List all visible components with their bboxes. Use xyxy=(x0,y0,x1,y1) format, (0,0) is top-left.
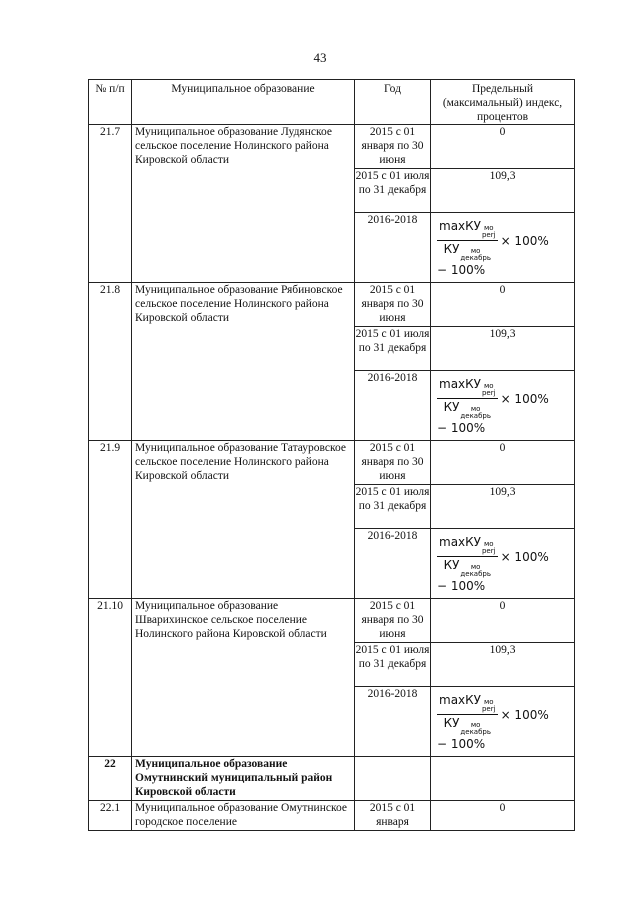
period-cell: 2015 с 01 января xyxy=(355,801,431,831)
row-number: 21.7 xyxy=(89,125,132,283)
index-value-cell xyxy=(431,371,575,441)
municipality-name: Муниципальное образование Омутнинское городское поселение xyxy=(132,801,355,831)
table-row xyxy=(89,125,575,169)
table-row xyxy=(89,441,575,485)
period-cell: 2015 с 01 июля по 31 декабря xyxy=(355,169,431,213)
municipality-name: Муниципальное образование Шварихинское сельское поселение Нолинского района Кировской области xyxy=(132,599,355,757)
table-header-row xyxy=(89,80,575,125)
period-cell: 2015 с 01 января по 30 июня xyxy=(355,441,431,485)
index-value-cell: 0 xyxy=(431,801,575,831)
table-row xyxy=(89,801,575,831)
formula-sub-den: декабрь xyxy=(460,728,491,736)
section-row xyxy=(89,757,575,801)
section-number: 22 xyxy=(89,757,132,801)
formula-sub-num: perj xyxy=(481,705,496,713)
row-number: 22.1 xyxy=(89,801,132,831)
section-index-empty xyxy=(431,757,575,801)
row-number: 21.10 xyxy=(89,599,132,757)
formula-sup: мо xyxy=(483,698,494,706)
period-cell: 2015 с 01 июля по 31 декабря xyxy=(355,485,431,529)
header-num: № п/п xyxy=(89,80,132,125)
table-row xyxy=(89,599,575,643)
formula-sup: мо xyxy=(483,382,494,390)
index-value-cell: 0 xyxy=(431,599,575,643)
index-value-cell: 0 xyxy=(431,283,575,327)
index-value-cell: 109,3 xyxy=(431,169,575,213)
section-name: Муниципальное образование Омутнинский муниципальный район Кировской области xyxy=(132,757,355,801)
period-cell: 2016-2018 xyxy=(355,529,431,599)
formula-sup-den: мо xyxy=(470,563,481,571)
formula-sup-den: мо xyxy=(470,721,481,729)
formula-max: maxКУ xyxy=(439,535,481,549)
tariff-index-table xyxy=(88,79,575,831)
formula-times: × 100% xyxy=(500,549,549,564)
period-cell: 2015 с 01 июля по 31 декабря xyxy=(355,327,431,371)
index-value-cell xyxy=(431,687,575,757)
page-number: 43 xyxy=(313,50,327,65)
formula-sup: мо xyxy=(483,224,494,232)
index-value-cell: 109,3 xyxy=(431,643,575,687)
formula-sup-den: мо xyxy=(470,405,481,413)
period-cell: 2015 с 01 января по 30 июня xyxy=(355,283,431,327)
formula-den: КУ xyxy=(443,716,460,730)
formula-sub-num: perj xyxy=(481,231,496,239)
index-value-cell xyxy=(431,213,575,283)
formula-sub-den: декабрь xyxy=(460,570,491,578)
index-formula xyxy=(431,371,574,435)
formula-times: × 100% xyxy=(500,391,549,406)
formula-sub-den: декабрь xyxy=(460,412,491,420)
formula-max: maxКУ xyxy=(439,377,481,391)
index-value-cell: 0 xyxy=(431,125,575,169)
formula-max: maxКУ xyxy=(439,219,481,233)
formula-den: КУ xyxy=(443,558,460,572)
header-year: Год xyxy=(355,80,431,125)
formula-sup-den: мо xyxy=(470,247,481,255)
period-cell: 2016-2018 xyxy=(355,213,431,283)
period-cell: 2016-2018 xyxy=(355,687,431,757)
formula-sub-num: perj xyxy=(481,389,496,397)
row-number: 21.9 xyxy=(89,441,132,599)
period-cell: 2015 с 01 июля по 31 декабря xyxy=(355,643,431,687)
formula-max: maxКУ xyxy=(439,693,481,707)
formula-den: КУ xyxy=(443,400,460,414)
formula-tail: − 100% xyxy=(437,263,486,277)
municipality-name: Муниципальное образование Рябиновское сельское поселение Нолинского района Кировской области xyxy=(132,283,355,441)
index-formula xyxy=(431,687,574,751)
municipality-name: Муниципальное образование Татауровское сельское поселение Нолинского района Кировской области xyxy=(132,441,355,599)
period-cell: 2015 с 01 января по 30 июня xyxy=(355,125,431,169)
formula-times: × 100% xyxy=(500,233,549,248)
index-value-cell: 109,3 xyxy=(431,485,575,529)
formula-sub-den: декабрь xyxy=(460,254,491,262)
municipality-name: Муниципальное образование Лудянское сельское поселение Нолинского района Кировской области xyxy=(132,125,355,283)
formula-sup: мо xyxy=(483,540,494,548)
period-cell: 2015 с 01 января по 30 июня xyxy=(355,599,431,643)
index-value-cell: 109,3 xyxy=(431,327,575,371)
formula-den: КУ xyxy=(443,242,460,256)
period-cell: 2016-2018 xyxy=(355,371,431,441)
formula-times: × 100% xyxy=(500,707,549,722)
formula-tail: − 100% xyxy=(437,737,486,751)
row-number: 21.8 xyxy=(89,283,132,441)
index-value-cell xyxy=(431,529,575,599)
index-formula xyxy=(431,213,574,277)
section-year-empty xyxy=(355,757,431,801)
index-formula xyxy=(431,529,574,593)
formula-tail: − 100% xyxy=(437,579,486,593)
formula-sub-num: perj xyxy=(481,547,496,555)
header-name: Муниципальное образование xyxy=(132,80,355,125)
index-value-cell: 0 xyxy=(431,441,575,485)
formula-tail: − 100% xyxy=(437,421,486,435)
table-row xyxy=(89,283,575,327)
header-index: Предельный (максимальный) индекс, процентов xyxy=(431,80,575,125)
